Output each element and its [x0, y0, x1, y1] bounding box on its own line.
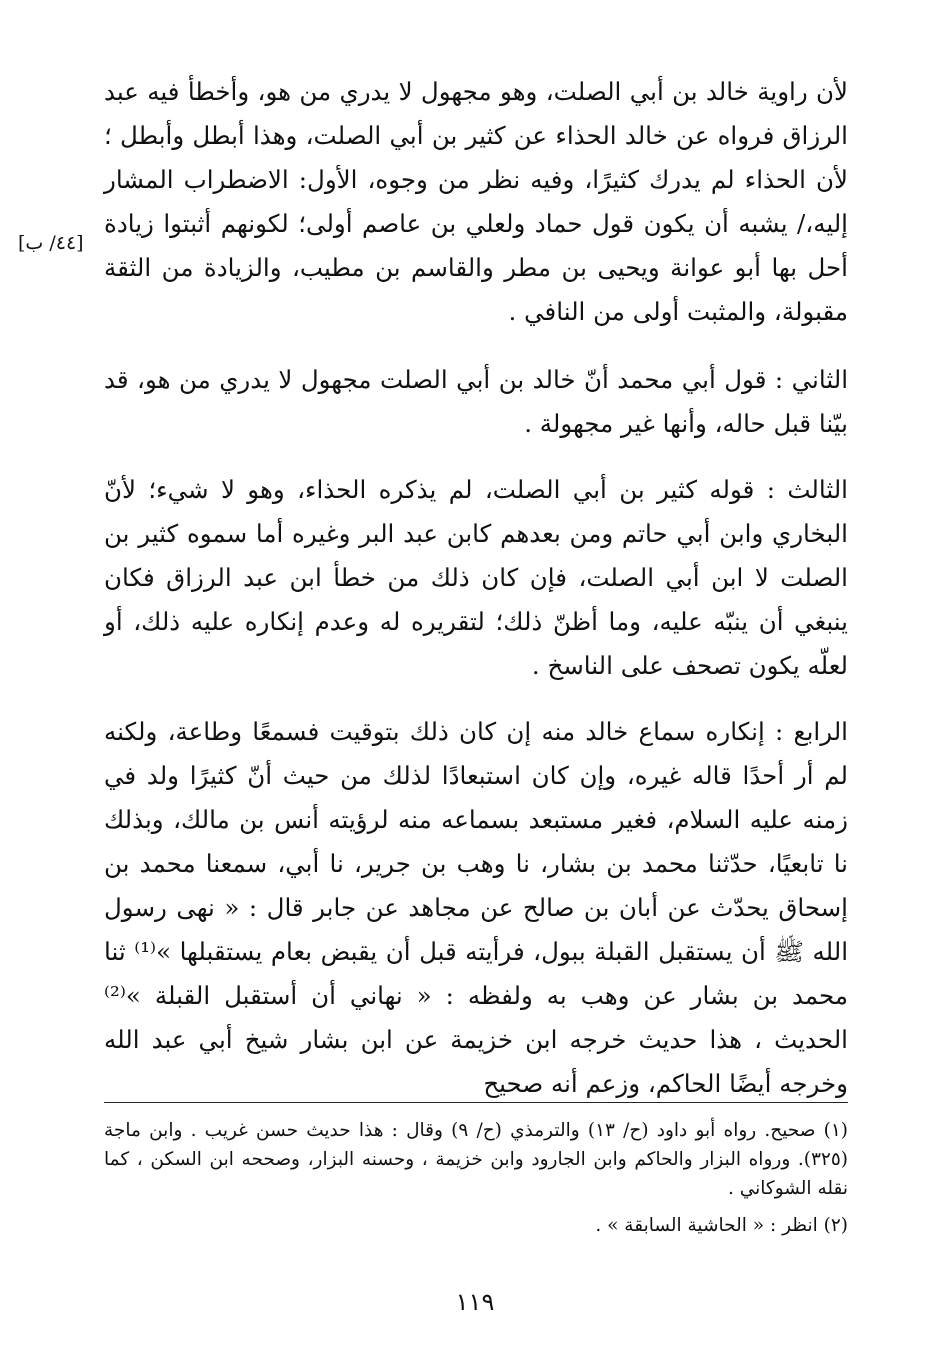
- footnote-divider: [104, 1102, 848, 1103]
- main-text: [104, 70, 848, 1128]
- paragraph-fourth-point: الرابع : إنكاره سماع خالد منه إن كان ذلك بتوقيت فسمعًا وطاعة، ولكنه لم أر أحدًا قاله غيره، وإن كان استبعادًا لذلك من حيث أنّ كثيرًا ولد في زمنه عليه السلام، فغير مستبعد بسماعه منه لرؤيته أنس بن مالك، وبذلك نا تابعيًا، حدّثنا محمد بن بشار، نا وهب بن جرير، نا أبي، سمعنا محمد بن إسحاق يحدّث عن أبان بن صالح عن مجاهد عن جابر قال : « نهى رسول الله ﷺ أن يستقبل القبلة ببول، فرأيته قبل أن يقبض بعام يستقبلها »⁽¹⁾ ثنا محمد بن بشار عن وهب به ولفظه : « نهاني أن أستقبل القبلة »⁽²⁾ الحديث ، هذا حديث خرجه ابن خزيمة عن ابن بشار شيخ أبي عبد الله وخرجه أيضًا الحاكم، وزعم أنه صحيح: [104, 717, 848, 1098]
- footnote-1: (١) صحيح. رواه أبو داود (ح/ ١٣) والترمذي (ح/ ٩) وقال : هذا حديث حسن غريب . وابن ماجة (٣٢٥). ورواه البزار والحاكم وابن الجارود وابن خزيمة ، وحسنه البزار، وصححه ابن السكن ، كما نقله الشوكاني .: [104, 1120, 849, 1199]
- footnote-2: (٢) انظر : « الحاشية السابقة » .: [595, 1215, 848, 1236]
- footnotes: [104, 1116, 848, 1248]
- paragraph-second-point: الثاني : قول أبي محمد أنّ خالد بن أبي الصلت مجهول لا يدري من هو، قد بيّنا قبل حاله، وأنها غير مجهولة .: [104, 365, 848, 438]
- paragraph-third-point: الثالث : قوله كثير بن أبي الصلت، لم يذكره الحذاء، وهو لا شيء؛ لأنّ البخاري وابن أبي حاتم ومن بعدهم كابن عبد البر وغيره أما سموه كثير بن الصلت لا ابن أبي الصلت، فإن كان ذلك من خطأ ابن عبد الرزاق فكان ينبغي أن ينبّه عليه، وما أظنّ ذلك؛ لتقريره له وعدم إنكاره عليه ذلك، أو لعلّه يكون تصحف على الناسخ .: [104, 475, 848, 680]
- paragraph-intro: لأن راوية خالد بن أبي الصلت، وهو مجهول لا يدري من هو، وأخطأ فيه عبد الرزاق فرواه عن خالد الحذاء عن كثير بن أبي الصلت، وهذا أبطل وأبطل ؛ لأن الحذاء لم يدرك كثيرًا، وفيه نظر من وجوه، الأول: الاضطراب المشار إليه،/ يشبه أن يكون قول حماد ولعلي بن عاصم أولى؛ لكونهم أثبتوا زيادة أحل بها أبو عوانة ويحيى بن مطر والقاسم بن مطيب، والزيادة من الثقة مقبولة، والمثبت أولى من النافي .: [104, 77, 848, 326]
- manuscript-folio-marker: [٤٤/ ب]: [18, 232, 84, 254]
- page-number: ١١٩: [455, 1288, 495, 1316]
